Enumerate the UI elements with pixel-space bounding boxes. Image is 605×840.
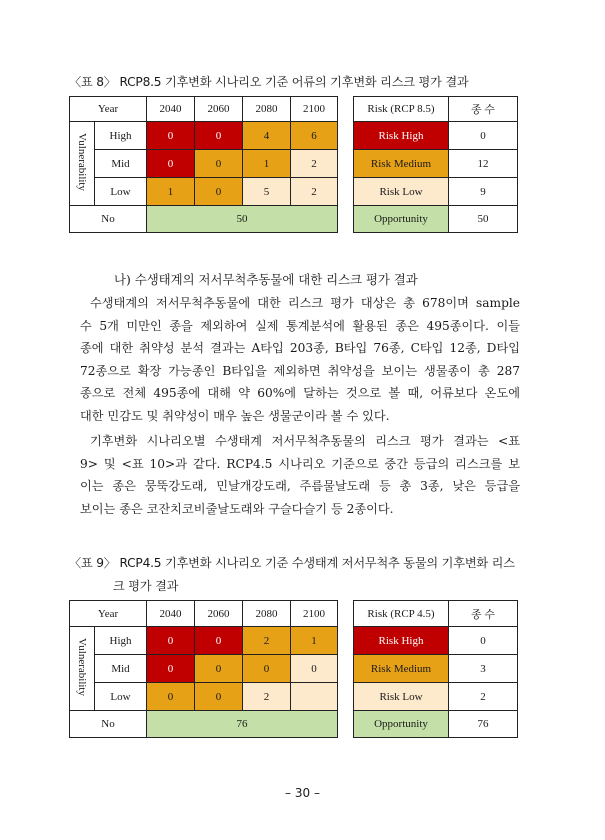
table9-risk-summary [353, 600, 518, 738]
matrix-cell: 0 [195, 122, 243, 150]
vulnerability-axis: Vulnerability [70, 627, 95, 711]
year-cell: 2060 [195, 601, 243, 627]
paragraph-line: 보이는 종은 코잔치코비줄날도래와 구슬다슬기 등 2종이다. [80, 501, 394, 516]
paragraph-line: 72종으로 확장 가능종인 B타입을 제외하면 취약성을 보이는 생물종이 총 287 [80, 363, 520, 378]
year-cell: 2040 [147, 601, 195, 627]
matrix-cell [291, 683, 338, 711]
paragraph-line: 대한 민감도 및 취약성이 매우 높은 생물군이라 볼 수 있다. [80, 408, 390, 423]
count-header: 종 수 [449, 97, 518, 122]
paragraph-line: 종으로 전체 495종에 대해 약 60%에 달하는 것으로 볼 때, 어류보다 온도에 [80, 386, 520, 401]
year-cell: 2080 [243, 97, 291, 122]
risk-label: Risk Low [354, 683, 449, 711]
year-header: Year [70, 601, 147, 627]
table9-caption-line1: 〈표 9〉 RCP4.5 기후변화 시나리오 기준 수생태계 저서무척추 동물의 기후변화 리스 [69, 556, 515, 570]
matrix-cell: 0 [147, 627, 195, 655]
risk-count: 50 [449, 206, 518, 233]
risk-count: 12 [449, 150, 518, 178]
count-header: 종 수 [449, 601, 518, 627]
row-label-no: No [70, 711, 147, 738]
paragraph-line: 수 5개 미만인 종을 제외하여 실제 통계분석에 활용된 종은 495종이다. 이들 [80, 318, 520, 333]
matrix-cell: 5 [243, 178, 291, 206]
row-label-mid: Mid [95, 655, 147, 683]
no-value-cell: 76 [147, 711, 338, 738]
matrix-cell: 0 [147, 122, 195, 150]
paragraph-2 [80, 430, 520, 520]
risk-label: Opportunity [354, 711, 449, 738]
matrix-cell: 2 [291, 178, 338, 206]
risk-label: Risk Low [354, 178, 449, 206]
vulnerability-axis: Vulnerability [70, 122, 95, 206]
row-label-mid: Mid [95, 150, 147, 178]
matrix-cell: 6 [291, 122, 338, 150]
row-label-no: No [70, 206, 147, 233]
year-cell: 2100 [291, 601, 338, 627]
risk-header: Risk (RCP 4.5) [354, 601, 449, 627]
risk-label: Risk High [354, 627, 449, 655]
matrix-cell: 2 [243, 683, 291, 711]
matrix-cell: 0 [147, 655, 195, 683]
matrix-cell: 0 [195, 150, 243, 178]
row-label-low: Low [95, 683, 147, 711]
matrix-cell: 1 [147, 178, 195, 206]
risk-label: Opportunity [354, 206, 449, 233]
no-value-cell: 50 [147, 206, 338, 233]
paragraph-line: 9> 및 <표 10>과 같다. RCP4.5 시나리오 기준으로 중간 등급의 리스크를 보 [80, 456, 520, 471]
matrix-cell: 1 [243, 150, 291, 178]
year-header: Year [70, 97, 147, 122]
matrix-cell: 2 [243, 627, 291, 655]
risk-count: 76 [449, 711, 518, 738]
risk-count: 9 [449, 178, 518, 206]
page-number: – 30 – [285, 786, 320, 800]
paragraph-line: 기후변화 시나리오별 수생태계 저서무척추동물의 리스크 평가 결과는 <표 [90, 434, 520, 448]
year-cell: 2080 [243, 601, 291, 627]
matrix-cell: 0 [195, 683, 243, 711]
paragraph-line: 종에 대한 취약성 분석 결과는 A타입 203종, B타입 76종, C타입 12종, D타입 [80, 341, 520, 356]
row-label-low: Low [95, 178, 147, 206]
table9-caption-line2: 크 평가 결과 [113, 579, 179, 593]
matrix-cell: 0 [195, 627, 243, 655]
paragraph-line: 이는 종은 뭉뚝강도래, 민날개강도래, 주름물날도래 등 총 3종, 낮은 등급을 [80, 479, 520, 494]
row-label-high: High [95, 122, 147, 150]
year-cell: 2040 [147, 97, 195, 122]
year-cell: 2100 [291, 97, 338, 122]
matrix-cell: 0 [147, 683, 195, 711]
paragraph-1 [80, 292, 520, 428]
risk-count: 2 [449, 683, 518, 711]
risk-count: 0 [449, 122, 518, 150]
table8-risk-summary [353, 96, 518, 233]
matrix-cell: 1 [291, 627, 338, 655]
risk-label: Risk High [354, 122, 449, 150]
matrix-cell: 0 [147, 150, 195, 178]
matrix-cell: 2 [291, 150, 338, 178]
table8-caption: 〈표 8〉 RCP8.5 기후변화 시나리오 기준 어류의 기후변화 리스크 평가 결과 [69, 75, 469, 89]
row-label-high: High [95, 627, 147, 655]
matrix-cell: 0 [291, 655, 338, 683]
risk-count: 0 [449, 627, 518, 655]
risk-header: Risk (RCP 8.5) [354, 97, 449, 122]
paragraph-line: 수생태계의 저서무척추동물에 대한 리스크 평가 대상은 총 678이며 sample [90, 296, 520, 310]
matrix-cell: 4 [243, 122, 291, 150]
risk-label: Risk Medium [354, 655, 449, 683]
year-cell: 2060 [195, 97, 243, 122]
risk-count: 3 [449, 655, 518, 683]
risk-label: Risk Medium [354, 150, 449, 178]
table8-matrix [69, 96, 338, 233]
section-heading: 나) 수생태계의 저서무척추동물에 대한 리스크 평가 결과 [114, 272, 418, 287]
matrix-cell: 0 [243, 655, 291, 683]
matrix-cell: 0 [195, 178, 243, 206]
table9-matrix [69, 600, 338, 738]
matrix-cell: 0 [195, 655, 243, 683]
